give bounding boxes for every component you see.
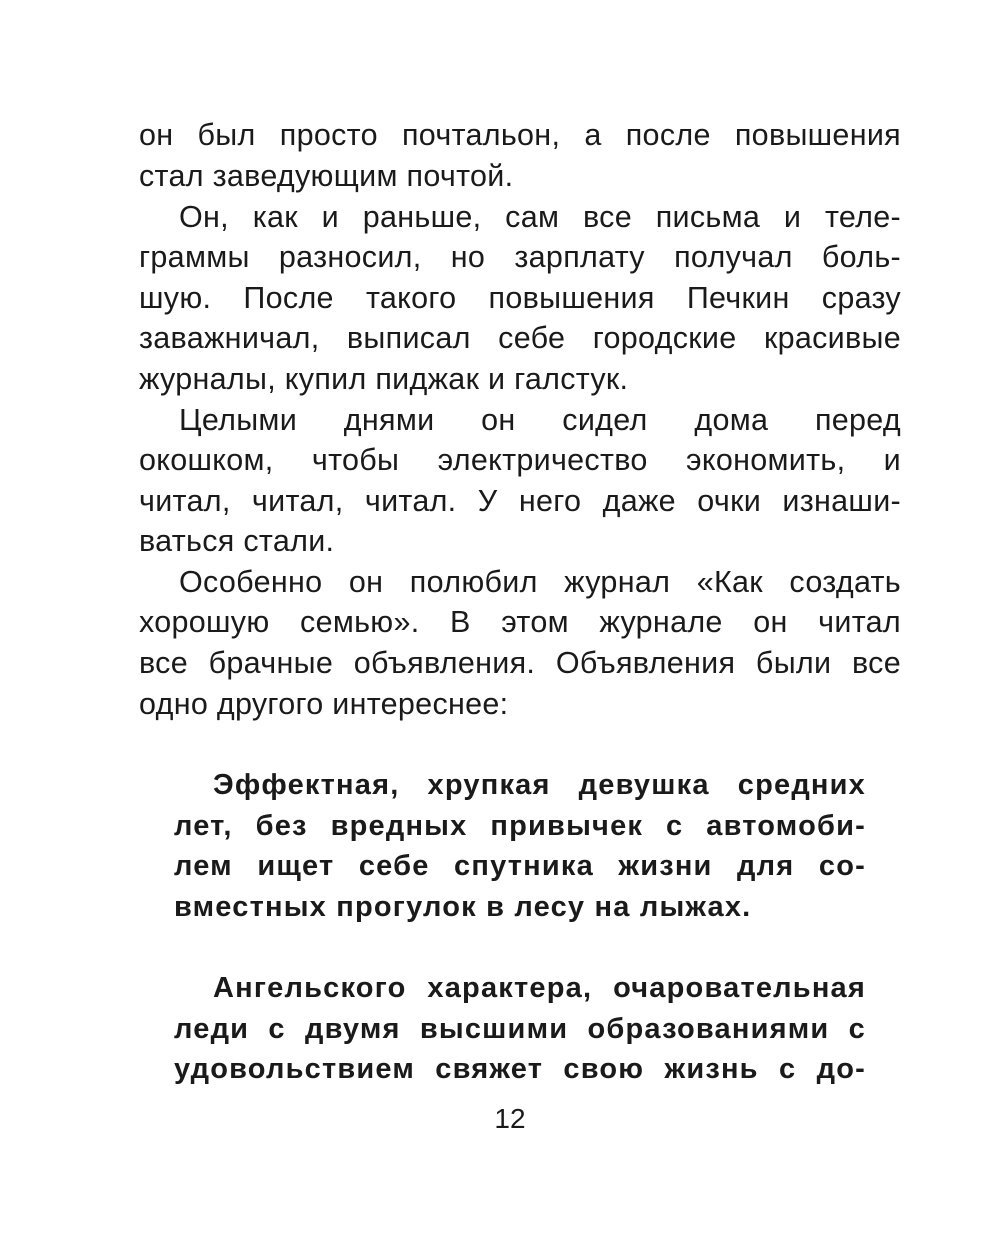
text-line: он был просто почтальон, а после повышения (139, 118, 901, 152)
text-line: читал, читал, читал. У него даже очки изнаши- (139, 484, 901, 518)
text-line: одно другого интереснее: (139, 687, 509, 721)
text-line: Он, как и раньше, сам все письма и теле- (179, 200, 901, 234)
text-line: Особенно он полюбил журнал «Как создать (179, 565, 901, 599)
text-line: граммы разносил, но зарплату получал боль- (139, 240, 901, 274)
text-line: Целыми днями он сидел дома перед (179, 403, 901, 437)
ad-line: Эффектная, хрупкая девушка средних (213, 769, 866, 801)
ad-line: лет, без вредных привычек с автомоби- (174, 810, 866, 842)
text-line: ваться стали. (139, 524, 335, 558)
ad-line: лем ищет себе спутника жизни для со- (174, 850, 866, 882)
ad-line: вместных прогулок в лесу на лыжах. (174, 891, 752, 923)
ad-line: леди с двумя высшими образованиями с (174, 1013, 866, 1045)
text-line: окошком, чтобы электричество экономить, и (139, 443, 901, 477)
page-number: 12 (494, 1103, 526, 1134)
ad-line: удовольствием свяжет свою жизнь с до- (174, 1053, 866, 1085)
text-line: стал заведующим почтой. (139, 159, 514, 193)
text-line: все брачные объявления. Объявления были все (139, 646, 901, 680)
text-line: журналы, купил пиджак и галстук. (139, 362, 629, 396)
text-line: шую. После такого повышения Печкин сразу (139, 281, 901, 315)
text-line: заважничал, выписал себе городские красивые (139, 321, 901, 355)
ad-line: Ангельского характера, очаровательная (213, 972, 866, 1004)
text-line: хорошую семью». В этом журнале он читал (139, 605, 901, 639)
